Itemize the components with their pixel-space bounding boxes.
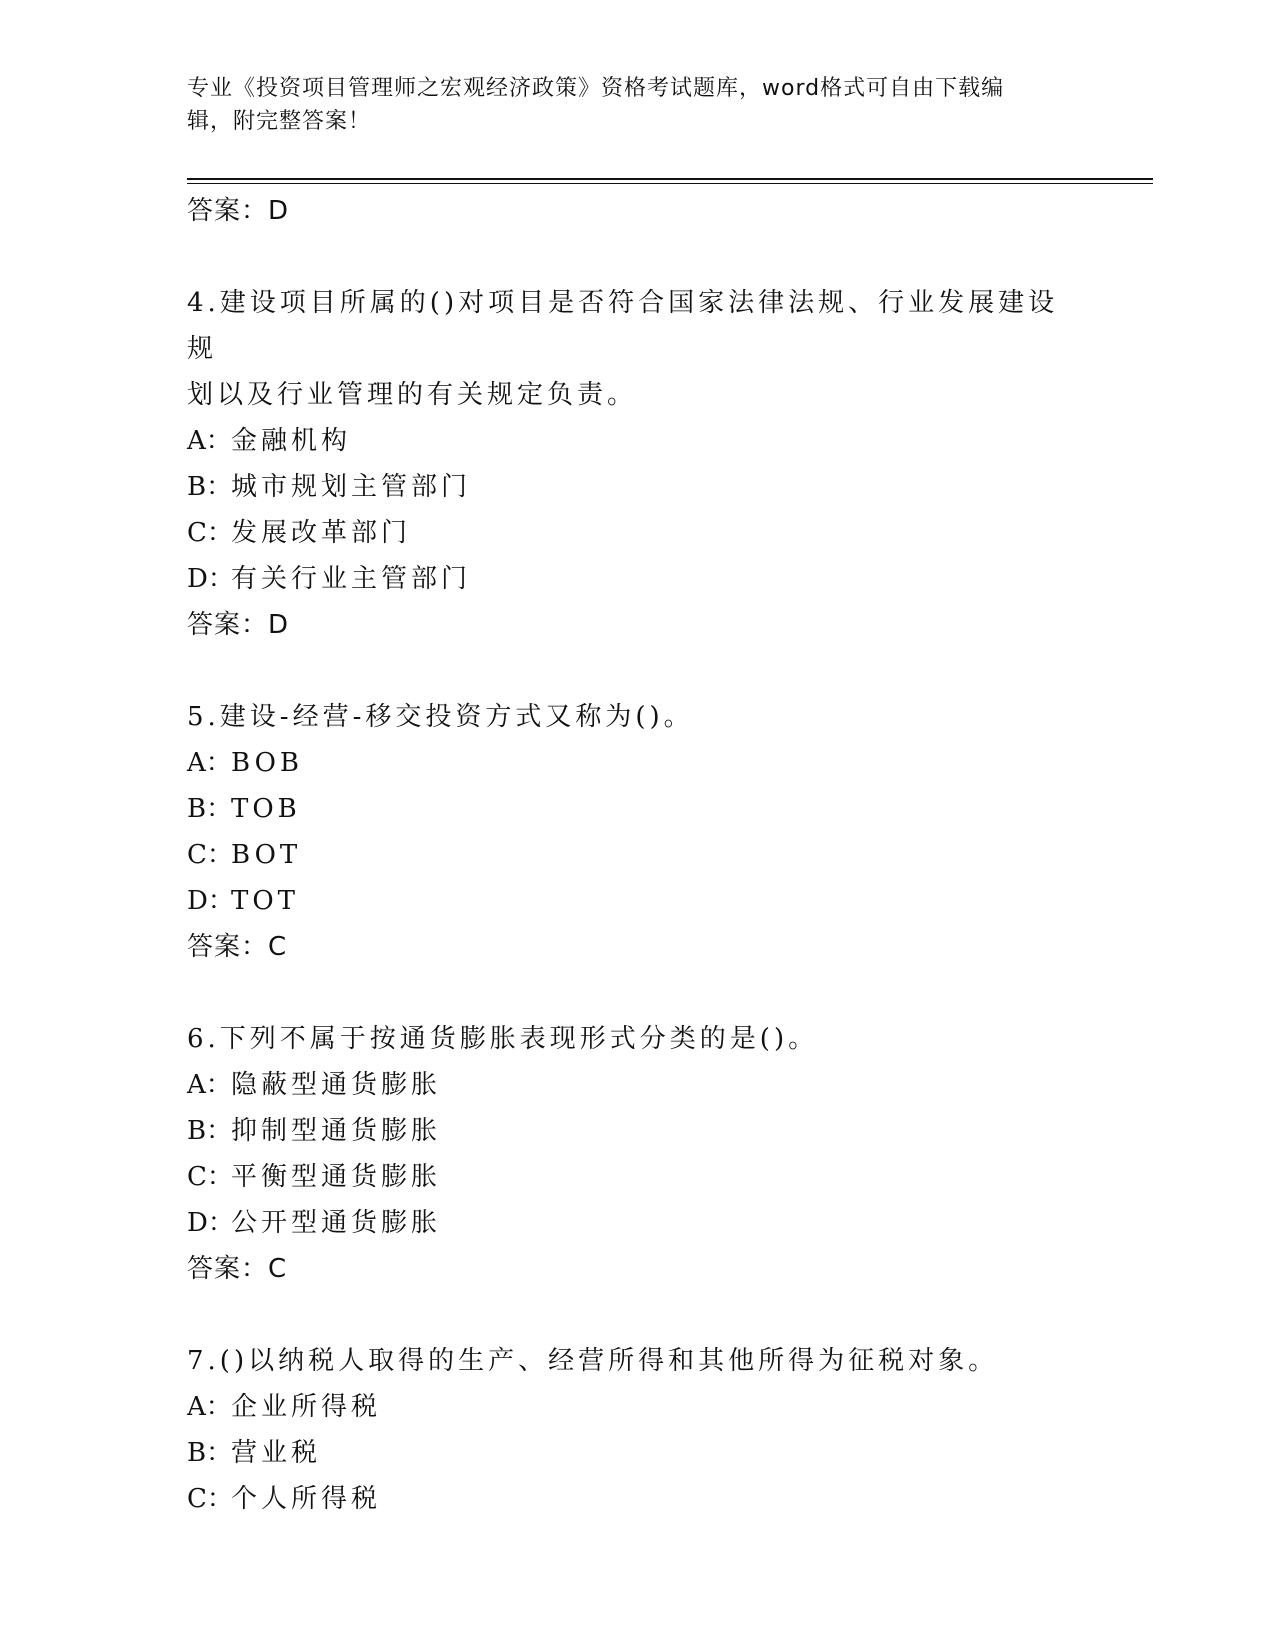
header-divider-thin — [187, 183, 1153, 184]
option-text: BOB — [231, 748, 304, 778]
option-a — [187, 418, 1067, 464]
option-text: TOB — [231, 794, 301, 824]
option-letter: A： — [187, 1070, 232, 1100]
option-letter: C： — [187, 840, 233, 870]
option-b — [187, 464, 1067, 510]
question-7 — [187, 1338, 1067, 1522]
spacer — [187, 234, 1067, 280]
option-a — [187, 1384, 1067, 1430]
question-4 — [187, 280, 1067, 648]
option-letter: C： — [187, 518, 233, 548]
spacer — [187, 970, 1067, 1016]
document-header — [187, 72, 1067, 138]
option-text: BOT — [231, 840, 302, 870]
option-c — [187, 510, 1067, 556]
option-text: 公开型通货膨胀 — [231, 1208, 442, 1238]
option-text: 营业税 — [231, 1438, 322, 1468]
option-letter: A： — [187, 426, 232, 456]
option-text: 金融机构 — [231, 426, 352, 456]
question-list — [187, 188, 1067, 1522]
answer-line: 答案：D — [187, 610, 290, 640]
option-letter: B： — [187, 1438, 233, 1468]
option-text: 有关行业主管部门 — [231, 564, 472, 594]
spacer — [187, 1292, 1067, 1338]
option-b — [187, 1430, 1067, 1476]
option-text: 抑制型通货膨胀 — [231, 1116, 442, 1146]
option-letter: D： — [187, 564, 234, 594]
question-stem-continued: 划以及行业管理的有关规定负责。 — [187, 380, 638, 410]
option-c — [187, 1476, 1067, 1522]
question-stem: 7.()以纳税人取得的生产、经营所得和其他所得为征税对象。 — [187, 1346, 999, 1376]
answer-line: 答案：C — [187, 932, 288, 962]
option-letter: D： — [187, 886, 234, 916]
answer-line: 答案：D — [187, 196, 290, 226]
question-stem: 4.建设项目所属的()对项目是否符合国家法律法规、行业发展建设规 — [187, 288, 1059, 364]
option-text: 隐蔽型通货膨胀 — [231, 1070, 442, 1100]
option-c — [187, 1154, 1067, 1200]
header-line-1: 专业《投资项目管理师之宏观经济政策》资格考试题库，word格式可自由下载编 — [187, 76, 1005, 101]
option-text: TOT — [231, 886, 299, 916]
option-a — [187, 1062, 1067, 1108]
option-letter: B： — [187, 472, 233, 502]
option-letter: C： — [187, 1162, 233, 1192]
option-letter: B： — [187, 1116, 233, 1146]
option-text: 城市规划主管部门 — [231, 472, 472, 502]
option-c — [187, 832, 1067, 878]
option-text: 企业所得税 — [231, 1392, 382, 1422]
option-d — [187, 556, 1067, 602]
option-b — [187, 786, 1067, 832]
option-letter: A： — [187, 748, 232, 778]
option-letter: C： — [187, 1484, 233, 1514]
option-letter: B： — [187, 794, 233, 824]
header-divider-thick — [187, 178, 1153, 180]
answer-line: 答案：C — [187, 1254, 288, 1284]
option-d — [187, 1200, 1067, 1246]
option-b — [187, 1108, 1067, 1154]
option-text: 平衡型通货膨胀 — [231, 1162, 442, 1192]
option-letter: A： — [187, 1392, 232, 1422]
spacer — [187, 648, 1067, 694]
question-5 — [187, 694, 1067, 970]
question-stem: 5.建设-经营-移交投资方式又称为()。 — [187, 702, 694, 732]
header-line-2: 辑，附完整答案！ — [187, 109, 372, 134]
option-letter: D： — [187, 1208, 234, 1238]
question-6 — [187, 1016, 1067, 1292]
option-d — [187, 878, 1067, 924]
option-text: 个人所得税 — [231, 1484, 382, 1514]
question-stem: 6.下列不属于按通货膨胀表现形式分类的是()。 — [187, 1024, 819, 1054]
option-a — [187, 740, 1067, 786]
option-text: 发展改革部门 — [231, 518, 412, 548]
